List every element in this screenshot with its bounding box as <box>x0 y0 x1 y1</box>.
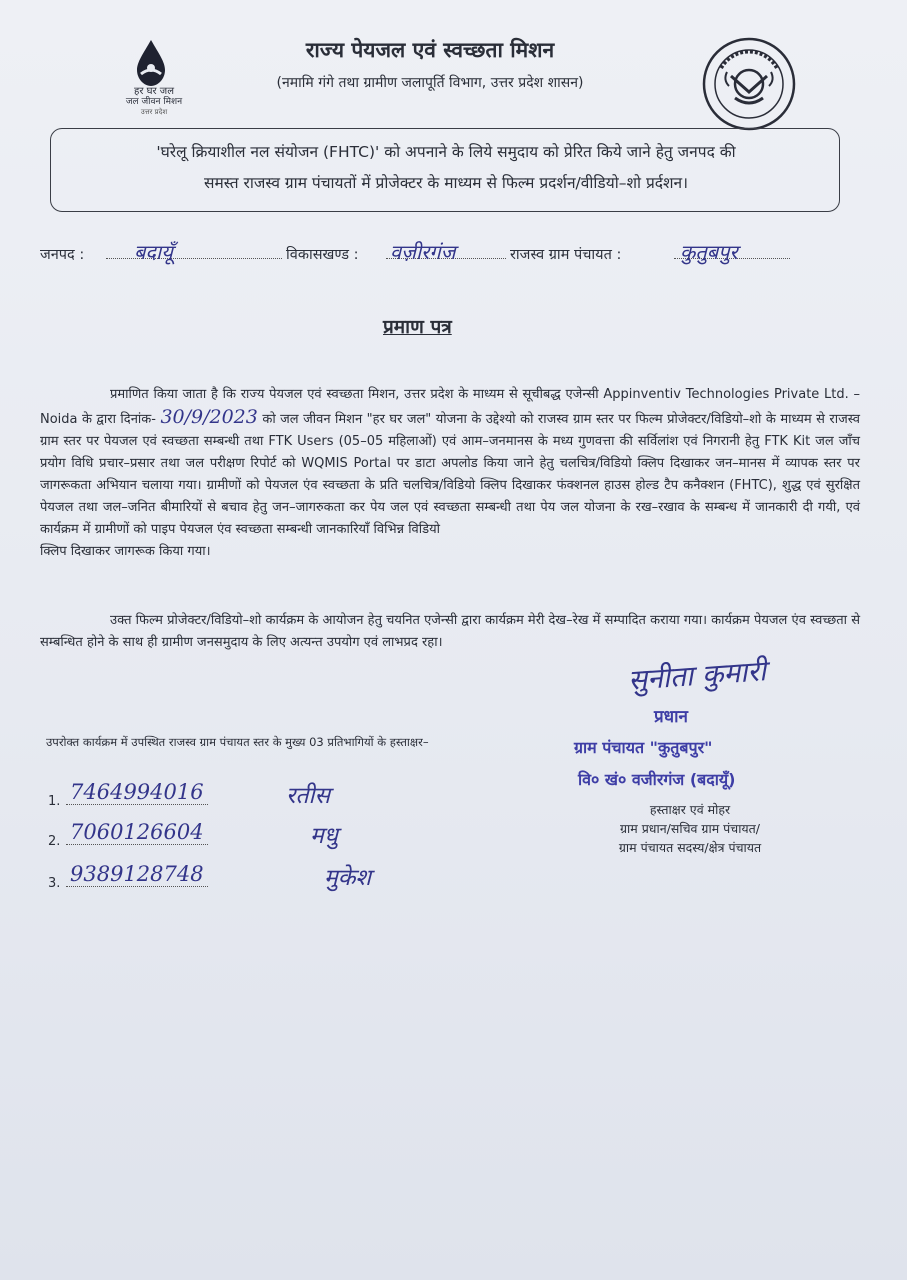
certificate-heading: प्रमाण पत्र <box>383 316 452 338</box>
notice-line: 'घरेलू क्रियाशील नल संयोजन (FHTC)' को अपनाने के लिये समुदाय को प्रेरित किये जाने हेतु जनपद की <box>156 143 736 161</box>
district-dotline <box>106 258 282 259</box>
attendee-number: 3. <box>48 876 61 891</box>
stamp-line: प्रधान <box>654 707 688 727</box>
district-value: बदायूँ <box>134 240 173 264</box>
location-fields <box>40 240 880 272</box>
attendee-phone: 7464994016 <box>66 780 208 805</box>
attendee-phone: 9389128748 <box>66 862 208 887</box>
block-label: विकासखण्ड : <box>286 247 359 263</box>
logo-caption: जल जीवन मिशन <box>125 97 183 107</box>
page-title: राज्य पेयजल एवं स्वच्छता मिशन <box>305 38 555 62</box>
page-subtitle: (नमामि गंगे तथा ग्रामीण जलापूर्ति विभाग, उत्तर प्रदेश शासन) <box>276 75 584 91</box>
panchayat-label: राजस्व ग्राम पंचायत : <box>510 247 622 263</box>
attendee-signature: मधु <box>310 823 338 849</box>
logo-caption: हर घर जल <box>134 86 174 97</box>
certificate-paragraph-1 <box>40 384 860 563</box>
pradhan-signature: सुनीता कुमारी <box>627 654 768 697</box>
panchayat-value: कुतुबपुर <box>680 240 738 264</box>
signature-label: हस्ताक्षर एवं मोहर <box>649 802 731 817</box>
attendee-phone: 7060126604 <box>66 820 208 845</box>
attendee-signature: रतीस <box>286 783 331 809</box>
notice-text <box>70 137 822 199</box>
stamp-line: वि० खं० वजीरगंज (बदायूँ) <box>578 770 736 789</box>
paragraph-text: क्लिप दिखाकर जागरूक किया गया। <box>40 544 211 559</box>
district-label: जनपद : <box>40 247 85 263</box>
attendees-note: उपरोक्त कार्यक्रम में उपस्थित राजस्व ग्राम पंचायत स्तर के मुख्य 03 प्रतिभागियों के हस्ताक्षर– <box>46 735 429 749</box>
signature-label: ग्राम पंचायत सदस्य/क्षेत्र पंचायत <box>618 840 762 855</box>
government-seal <box>701 36 797 132</box>
paragraph-text: को जल जीवन मिशन "हर घर जल" योजना के उद्देश्यो को राजस्व ग्राम स्तर पर फिल्म प्रोजेक्टर/विडियो–शो के माध्यम से राजस्व ग्राम स्तर पर पेयजल एवं स्वच्छता सम्बन्धी तथा FTK Users (05–05 महिलाओं) एवं आम–जनमानस के मध्य गुणवत्ता की सर्विलांश एवं निगरानी हेतु FTK Kit जल जाँच प्रयोग विधि प्रचार–प्रसार तथा जल परीक्षण रिपोर्ट को WQMIS Portal पर डाटा अपलोड किया जाने हेतु चलचित्र/विडियो क्लिप दिखाकर जन–मानस में व्यापक स्तर पर जागरूकता अभियान चलाया गया। ग्रामीणों को पेयजल एंव स्वच्छता के प्रति चलचित्र/विडियो क्लिप दिखाकर फंक्शनल हाउस होल्ड टैप कनैक्शन (FHTC), शुद्ध एवं सुरक्षित पेयजल तथा जल–जनित बीमारियों से बचाव हेतु जन–जागरुकता कर पेय जल एवं स्वच्छता सम्बन्धी तथा पेय जल योजना के रख–रखाव के सम्बन्ध में जानकारी दी गयी, एवं कार्यक्रम में ग्रामीणों को पाइप पेयजल एंव स्वच्छता सम्बन्धी जानकारियाँ विभिन्न विडियो <box>40 412 861 537</box>
stamp-line: ग्राम पंचायत "कुतुबपुर" <box>574 738 713 757</box>
logo-caption: उत्तर प्रदेश <box>140 108 168 116</box>
notice-line: समस्त राजस्व ग्राम पंचायतों में प्रोजेक्टर के माध्यम से फिल्म प्रदर्शन/वीडियो–शो प्रर्दशन। <box>203 174 689 192</box>
attendee-number: 1. <box>48 794 61 809</box>
attendee-signature: मुकेश <box>324 865 372 891</box>
paragraph-text: प्रमाणित किया जाता है कि राज्य पेयजल एवं स्वच्छता मिशन, उत्तर प्रदेश के माध्यम से सूचीबद्ध एजेन्सी Appinventiv Technologies Private Ltd. – Noida के द्वारा दिनांक- <box>40 387 860 427</box>
certificate-paragraph-2: उक्त फिल्म प्रोजेक्टर/विडियो–शो कार्यक्रम के आयोजन हेतु चयनित एजेन्सी द्वारा कार्यक्रम मेरी देख–रेख में सम्पादित कराया गया। कार्यक्रम पेयजल एंव स्वच्छता से सम्बन्धित होने के साथ ही ग्रामीण जनसमुदाय के लिए अत्यन्त उपयोग एवं लाभप्रद रहा। <box>40 613 860 650</box>
attendee-number: 2. <box>48 834 61 849</box>
block-value: वज़ीरगंज <box>390 240 456 264</box>
signature-label: ग्राम प्रधान/सचिव ग्राम पंचायत/ <box>619 821 761 836</box>
program-date: 30/9/2023 <box>160 406 258 428</box>
